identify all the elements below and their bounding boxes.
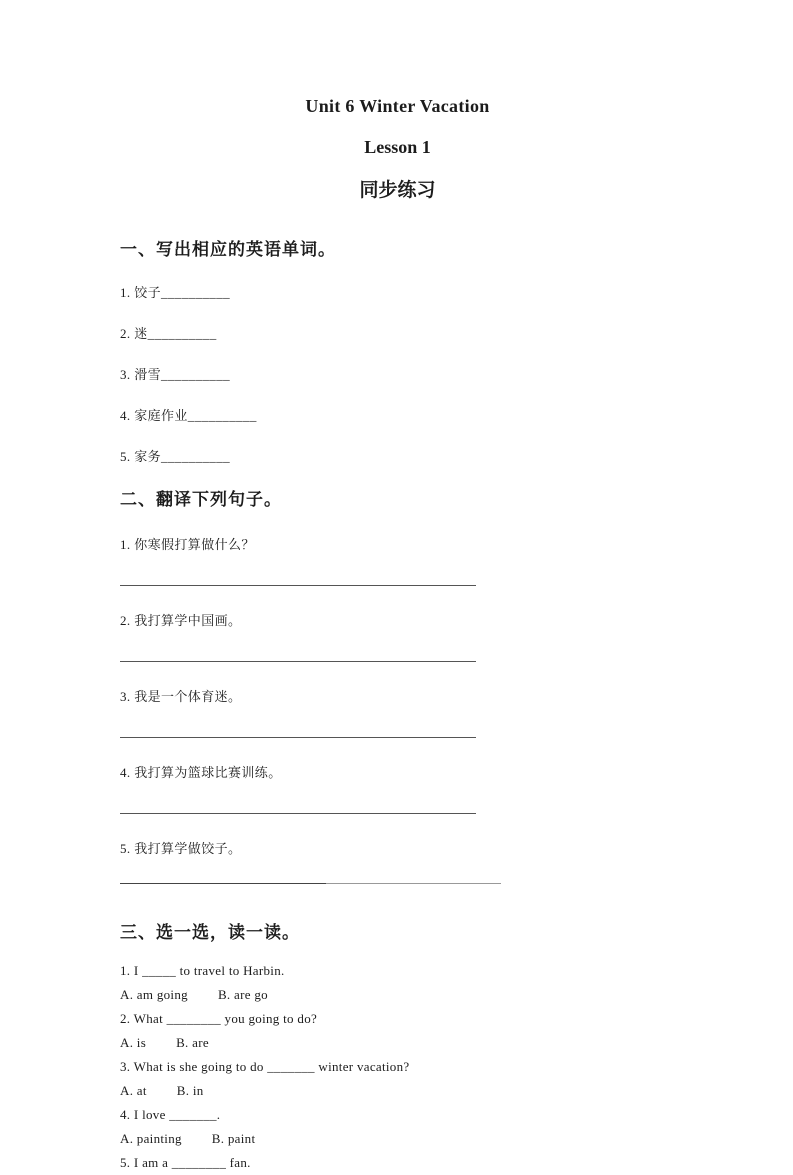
section3-question [120,1055,675,1079]
answer-line [120,813,476,814]
section3-rows [120,959,675,1175]
section1-item: 1. 饺子__________ [120,285,230,300]
question-text: 2. What ________ you going to do? [120,1011,318,1026]
section3-options [120,1031,675,1055]
section1-item: 4. 家庭作业__________ [120,408,257,423]
answer-line [120,661,476,662]
section1-item: 2. 迷__________ [120,326,217,341]
option-b: B. paint [211,1131,256,1146]
section2-question: 3. 我是一个体育迷。 [120,689,242,704]
section2-question: 1. 你寒假打算做什么？ [120,537,255,552]
answer-line-segment [120,882,326,884]
option-b: B. are [176,1035,209,1050]
section2-question: 4. 我打算为篮球比赛训练。 [120,765,282,780]
question-text: 1. I _____ to travel to Harbin. [120,963,285,978]
option-a: A. am going [120,987,188,1002]
section3-question [120,959,675,983]
option-a: A. painting [120,1131,182,1146]
document-title: Unit 6 Winter Vacation [305,96,490,116]
section2-question: 2. 我打算学中国画。 [120,613,242,628]
option-b: B. are go [217,987,268,1002]
section3-question [120,1151,675,1175]
question-text: 4. I love _______. [120,1107,221,1122]
section3-options [120,1079,675,1103]
option-a: A. is [120,1035,147,1050]
answer-line-segment [326,883,501,884]
exercise-subtitle: 同步练习 [359,180,436,201]
option-a: A. at [120,1083,147,1098]
section3-heading: 三、选一选，读一读。 [120,923,300,942]
answer-line [120,585,476,586]
lesson-subtitle: Lesson 1 [364,137,431,157]
answer-line [120,737,476,738]
section3-question [120,1007,675,1031]
section3-options [120,983,675,1007]
option-b: B. in [176,1083,204,1098]
answer-line [120,882,675,884]
section3-options [120,1127,675,1151]
question-text: 5. I am a ________ fan. [120,1155,251,1170]
section2-heading: 二、翻译下列句子。 [120,490,282,509]
section3-question [120,1103,675,1127]
section1-item: 3. 滑雪__________ [120,367,230,382]
section1-item: 5. 家务__________ [120,449,230,464]
question-text: 3. What is she going to do _______ winter vacation? [120,1059,410,1074]
section2-question: 5. 我打算学做饺子。 [120,841,242,856]
section1-heading: 一、写出相应的英语单词。 [120,240,336,259]
